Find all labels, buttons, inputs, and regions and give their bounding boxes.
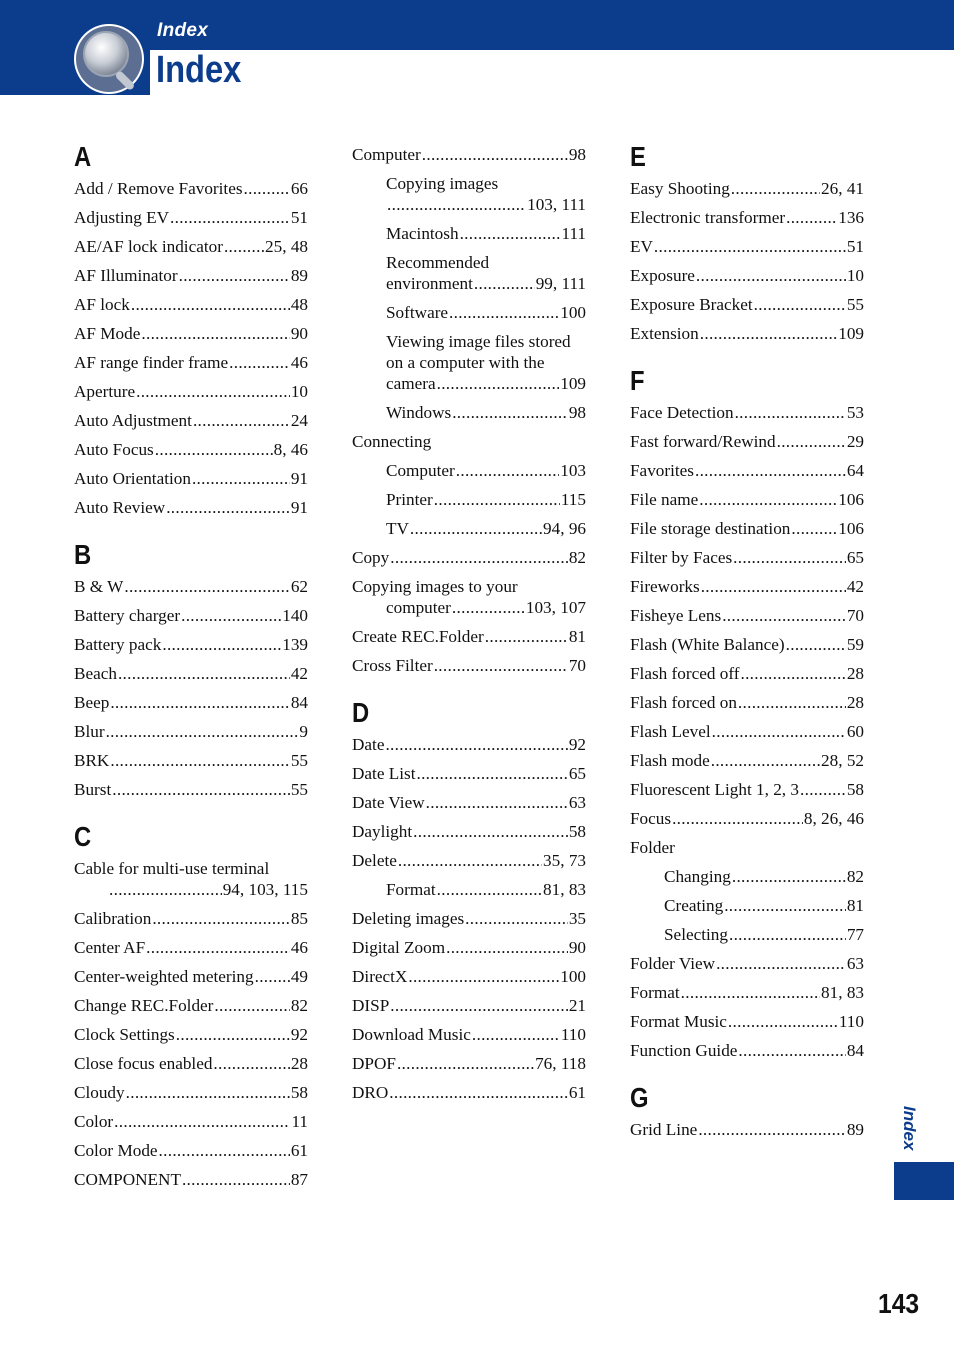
index-entry: Exposure Bracket ..... 55 <box>630 290 864 319</box>
index-column-2 <box>352 140 586 1107</box>
index-entry: Center AF ..... 46 <box>74 933 308 962</box>
index-entry: Copy ..... 82 <box>352 543 586 572</box>
index-entry: Flash Level ..... 60 <box>630 717 864 746</box>
index-entry: Easy Shooting ..... 26, 41 <box>630 174 864 203</box>
index-entry: Fisheye Lens ..... 70 <box>630 601 864 630</box>
section-letter: G <box>630 1082 649 1113</box>
index-entry: Center-weighted metering ..... 49 <box>74 962 308 991</box>
index-subentry: Computer ..... 103 <box>352 456 586 485</box>
index-subentry: Windows ..... 98 <box>352 398 586 427</box>
index-subentry: TV ..... 94, 96 <box>352 514 586 543</box>
index-entry: BRK ..... 55 <box>74 746 308 775</box>
index-entry: Favorites ..... 64 <box>630 456 864 485</box>
index-subentry: Format ..... 81, 83 <box>352 875 586 904</box>
index-entry: File name ..... 106 <box>630 485 864 514</box>
index-subentry: Recommended environment ..... 99, 111 <box>352 248 586 298</box>
page-title: Index <box>156 49 242 91</box>
index-entry: Delete ..... 35, 73 <box>352 846 586 875</box>
section-letter: F <box>630 365 645 396</box>
index-entry: Battery charger ..... 140 <box>74 601 308 630</box>
index-entry: B & W ..... 62 <box>74 572 308 601</box>
index-entry: AF Mode ..... 90 <box>74 319 308 348</box>
index-subentry: Printer ..... 115 <box>352 485 586 514</box>
index-column-3 <box>630 140 864 1144</box>
index-entry: Flash forced on ..... 28 <box>630 688 864 717</box>
index-column-1 <box>74 140 308 1194</box>
index-entry: Cable for multi-use terminal ..... 94, 103, 115 <box>74 854 308 904</box>
index-heading-entry: Connecting <box>352 432 432 451</box>
index-entry: Computer ..... 98 <box>352 140 586 169</box>
index-subentry: Copying images ..... 103, 111 <box>352 169 586 219</box>
index-subentry: Viewing image files stored on a computer with the camera ..... 109 <box>352 327 586 398</box>
index-entry: Fluorescent Light 1, 2, 3 ..... 58 <box>630 775 864 804</box>
index-entry: Filter by Faces ..... 65 <box>630 543 864 572</box>
index-entry: Daylight ..... 58 <box>352 817 586 846</box>
index-entry: DISP ..... 21 <box>352 991 586 1020</box>
index-entry: Color Mode ..... 61 <box>74 1136 308 1165</box>
section-letter: C <box>74 821 92 852</box>
index-entry: Folder View ..... 63 <box>630 949 864 978</box>
index-entry: Face Detection ..... 53 <box>630 398 864 427</box>
index-entry: Add / Remove Favorites ..... 66 <box>74 174 308 203</box>
index-entry: AF lock ..... 48 <box>74 290 308 319</box>
index-entry: Auto Focus ..... 8, 46 <box>74 435 308 464</box>
index-entry: Clock Settings ..... 92 <box>74 1020 308 1049</box>
index-entry: Extension ..... 109 <box>630 319 864 348</box>
index-entry: DirectX ..... 100 <box>352 962 586 991</box>
index-subentry: Software ..... 100 <box>352 298 586 327</box>
index-entry: Format ..... 81, 83 <box>630 978 864 1007</box>
index-entry: Fireworks ..... 42 <box>630 572 864 601</box>
index-entry: Grid Line ..... 89 <box>630 1115 864 1144</box>
side-tab-marker <box>894 1162 954 1200</box>
index-entry: Date View ..... 63 <box>352 788 586 817</box>
index-entry: File storage destination ..... 106 <box>630 514 864 543</box>
index-entry: Calibration ..... 85 <box>74 904 308 933</box>
section-letter: A <box>74 141 92 172</box>
index-entry: Date ..... 92 <box>352 730 586 759</box>
index-entry: COMPONENT ..... 87 <box>74 1165 308 1194</box>
index-entry: Flash mode ..... 28, 52 <box>630 746 864 775</box>
index-entry: Auto Orientation ..... 91 <box>74 464 308 493</box>
side-tab-label: Index <box>900 1106 919 1151</box>
index-entry: Exposure ..... 10 <box>630 261 864 290</box>
index-entry: Format Music ..... 110 <box>630 1007 864 1036</box>
index-entry: Copying images to your computer ..... 103, 107 <box>352 572 586 622</box>
index-subentry: Macintosh ..... 111 <box>352 219 586 248</box>
index-entry: Auto Review ..... 91 <box>74 493 308 522</box>
index-entry: Digital Zoom ..... 90 <box>352 933 586 962</box>
index-entry: Cross Filter ..... 70 <box>352 651 586 680</box>
section-letter: E <box>630 141 646 172</box>
index-entry: Flash forced off ..... 28 <box>630 659 864 688</box>
index-entry: Date List ..... 65 <box>352 759 586 788</box>
index-entry: AF Illuminator ..... 89 <box>74 261 308 290</box>
index-entry: Auto Adjustment ..... 24 <box>74 406 308 435</box>
index-entry: Change REC.Folder ..... 82 <box>74 991 308 1020</box>
index-entry: Download Music ..... 110 <box>352 1020 586 1049</box>
index-entry: Fast forward/Rewind ..... 29 <box>630 427 864 456</box>
index-entry: Close focus enabled ..... 28 <box>74 1049 308 1078</box>
index-entry: Cloudy ..... 58 <box>74 1078 308 1107</box>
index-entry: Function Guide ..... 84 <box>630 1036 864 1065</box>
index-subentry: Selecting ..... 77 <box>630 920 864 949</box>
magnifier-icon <box>72 22 148 96</box>
index-entry: DPOF ..... 76, 118 <box>352 1049 586 1078</box>
index-subentry: Creating ..... 81 <box>630 891 864 920</box>
index-entry: Blur ..... 9 <box>74 717 308 746</box>
index-entry: Electronic transformer ..... 136 <box>630 203 864 232</box>
index-entry: Burst ..... 55 <box>74 775 308 804</box>
index-entry: Flash (White Balance) ..... 59 <box>630 630 864 659</box>
section-letter: D <box>352 697 370 728</box>
page-number: 143 <box>878 1288 920 1319</box>
index-entry: Color ..... 11 <box>74 1107 308 1136</box>
index-subentry: Changing ..... 82 <box>630 862 864 891</box>
index-entry: Adjusting EV ..... 51 <box>74 203 308 232</box>
index-entry: DRO ..... 61 <box>352 1078 586 1107</box>
index-entry: Aperture ..... 10 <box>74 377 308 406</box>
index-entry: AE/AF lock indicator ..... 25, 48 <box>74 232 308 261</box>
index-heading-entry: Folder <box>630 838 675 857</box>
index-entry: Battery pack ..... 139 <box>74 630 308 659</box>
index-entry: Focus ..... 8, 26, 46 <box>630 804 864 833</box>
section-letter: B <box>74 539 92 570</box>
section-label: Index <box>157 20 209 41</box>
index-entry: Beep ..... 84 <box>74 688 308 717</box>
index-entry: AF range finder frame ..... 46 <box>74 348 308 377</box>
index-entry: Deleting images ..... 35 <box>352 904 586 933</box>
index-entry: EV ..... 51 <box>630 232 864 261</box>
index-entry: Beach ..... 42 <box>74 659 308 688</box>
index-entry: Create REC.Folder ..... 81 <box>352 622 586 651</box>
